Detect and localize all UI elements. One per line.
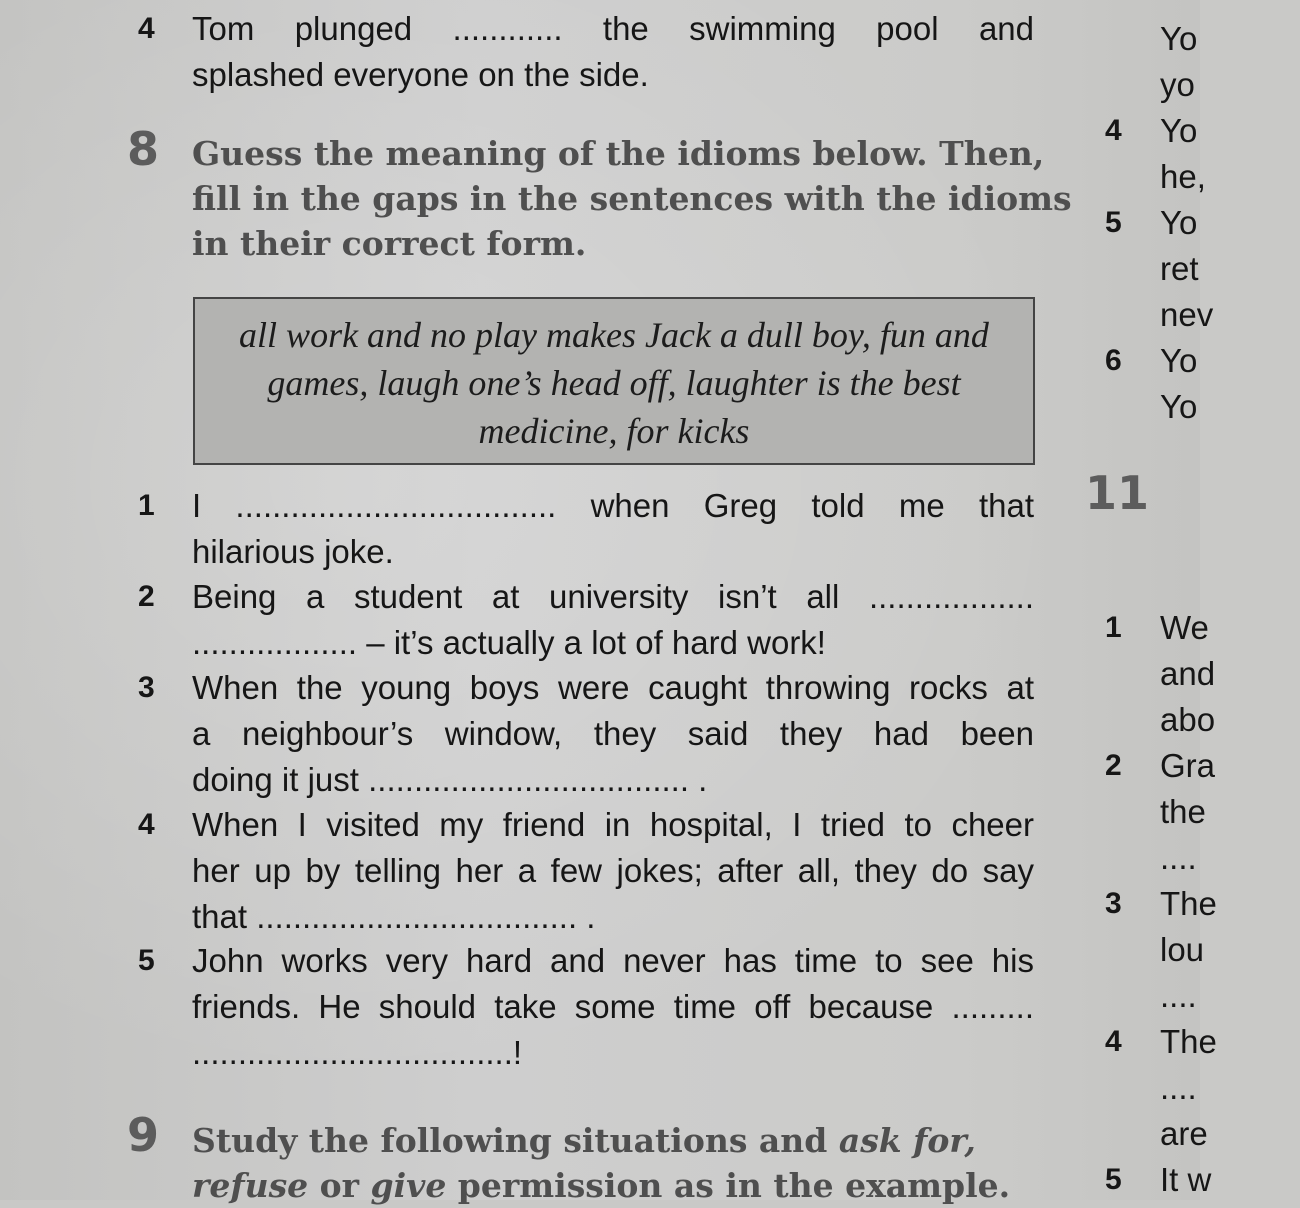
item-number: 4 xyxy=(138,808,155,841)
item-line: Being a student at university isn’t all .................. xyxy=(192,578,1034,615)
idiom-line: games, laugh one’s head off, laughter is the best xyxy=(267,363,961,403)
item-text xyxy=(192,802,1034,940)
instruction-text: Study the following situations and xyxy=(192,1121,839,1160)
instruction-line xyxy=(192,1118,1034,1163)
instruction-line: in their correct form. xyxy=(192,224,587,263)
instruction-italic: ask for, xyxy=(838,1121,976,1160)
right-line: .... xyxy=(1160,1069,1197,1106)
item-line: .................. – it’s actually a lot of hard work! xyxy=(192,624,826,661)
item-number: 2 xyxy=(138,580,155,613)
exercise-item-2 xyxy=(130,574,1035,666)
exercise-item-3 xyxy=(130,665,1035,803)
item-line: her up by telling her a few jokes; after all, they do say xyxy=(192,852,1034,889)
right-line: Yo xyxy=(1160,204,1198,241)
previous-item-4 xyxy=(130,6,1035,98)
item-line: that ................................... . xyxy=(192,898,596,935)
item-number: 3 xyxy=(138,671,155,704)
item-line: Tom plunged ............ the swimming pool and xyxy=(192,10,1034,47)
right-line: are xyxy=(1160,1115,1208,1152)
right-item-number: 5 xyxy=(1105,1163,1122,1196)
right-item-number: 6 xyxy=(1105,344,1122,377)
right-item-number: 3 xyxy=(1105,887,1122,920)
instruction-italic: refuse xyxy=(192,1166,309,1205)
item-line: a neighbour’s window, they said they had been xyxy=(192,715,1034,752)
item-line: When the young boys were caught throwing rocks at xyxy=(192,669,1034,706)
right-line: Yo xyxy=(1160,112,1198,149)
right-line: It w xyxy=(1160,1161,1212,1198)
instruction-line xyxy=(192,1163,1034,1208)
instruction-text: or xyxy=(308,1166,371,1205)
right-line: Yo xyxy=(1160,388,1198,425)
right-line: nev xyxy=(1160,296,1214,333)
item-line: When I visited my friend in hospital, I tried to cheer xyxy=(192,806,1034,843)
instruction-text: permission as in the example. xyxy=(446,1166,1011,1205)
exercise-item-4 xyxy=(130,802,1035,940)
right-line: ret xyxy=(1160,250,1199,287)
right-line: Yo xyxy=(1160,342,1198,379)
idiom-box xyxy=(193,297,1035,465)
item-number: 5 xyxy=(138,944,155,977)
item-text xyxy=(192,483,1034,575)
instruction-line: fill in the gaps in the sentences with the idioms xyxy=(192,179,1072,218)
right-line: abo xyxy=(1160,701,1216,738)
right-line: lou xyxy=(1160,931,1205,968)
right-line: and xyxy=(1160,655,1216,692)
item-line: I ................................... when Greg told me that xyxy=(192,487,1034,524)
idiom-line: all work and no play makes Jack a dull boy, fun and xyxy=(239,315,989,355)
exercise-item-1 xyxy=(130,483,1035,575)
instruction-line: Guess the meaning of the idioms below. Then, xyxy=(192,134,1045,173)
exercise-item-5 xyxy=(130,938,1035,1076)
right-item-number: 4 xyxy=(1105,114,1122,147)
right-line: We xyxy=(1160,609,1209,646)
exercise-8-number: 8 xyxy=(127,122,160,176)
right-item-number: 1 xyxy=(1105,611,1122,644)
exercise-11-number: 11 xyxy=(1085,466,1150,520)
item-text xyxy=(192,6,1034,98)
item-number: 1 xyxy=(138,489,155,522)
item-text xyxy=(192,938,1034,1076)
exercise-9-number: 9 xyxy=(127,1108,160,1162)
right-line: .... xyxy=(1160,977,1197,1014)
right-line: Gra xyxy=(1160,747,1216,784)
right-line: Yo xyxy=(1160,20,1198,57)
right-item-number: 4 xyxy=(1105,1025,1122,1058)
item-line: friends. He should take some time off because ......... xyxy=(192,988,1034,1025)
item-line: hilarious joke. xyxy=(192,533,394,570)
right-line: he, xyxy=(1160,158,1206,195)
right-line: The xyxy=(1160,885,1217,922)
right-line: .... xyxy=(1160,839,1197,876)
right-line: The xyxy=(1160,1023,1217,1060)
item-line: splashed everyone on the side. xyxy=(192,56,649,93)
exercise-8-instruction xyxy=(192,131,1072,266)
item-text xyxy=(192,665,1034,803)
idiom-list xyxy=(195,311,1033,455)
right-item-number: 5 xyxy=(1105,206,1122,239)
instruction-italic: give xyxy=(370,1166,447,1205)
right-line: the xyxy=(1160,793,1206,830)
item-line: ...................................! xyxy=(192,1034,523,1071)
item-text xyxy=(192,574,1034,666)
item-line: doing it just ................................... . xyxy=(192,761,708,798)
right-line: yo xyxy=(1160,66,1195,103)
exercise-9-instruction xyxy=(192,1118,1034,1208)
idiom-line: medicine, for kicks xyxy=(478,411,750,451)
item-line: John works very hard and never has time to see his xyxy=(192,942,1034,979)
right-item-number: 2 xyxy=(1105,749,1122,782)
item-number: 4 xyxy=(138,12,155,45)
